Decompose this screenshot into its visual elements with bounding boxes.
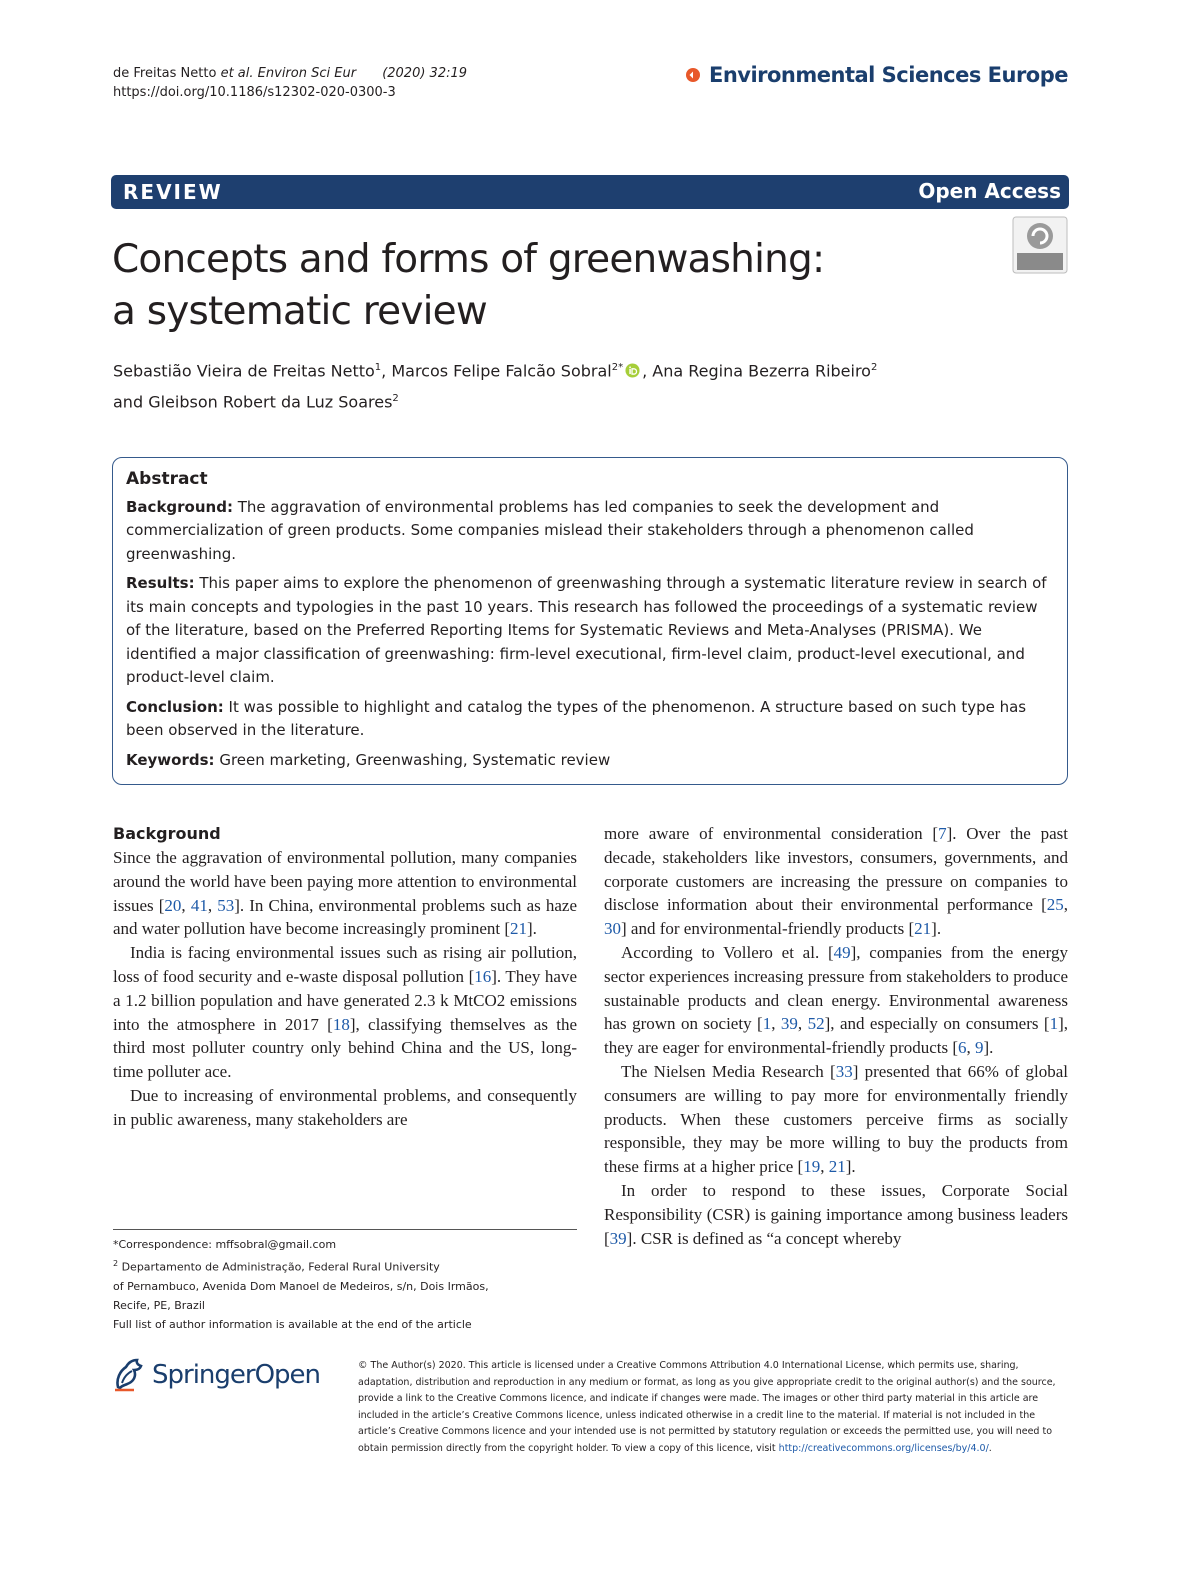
citation-link[interactable]: 21 [914,919,932,939]
background-label: Background: [126,497,233,516]
author-1-affil: 1 [374,362,382,373]
open-access-label: Open Access [918,179,1061,203]
author-2-affil: 2* [611,362,624,373]
body-paragraph: According to Vollero et al. [49], companies from the energy sector experiences increasing pressure from stakeholders to produce sustainable products and clean energy. Environmental awareness has grown on society [1, 39, 52], and especially on consumers [1], they are eager for environmental-friendly products [6, 9]. [604,942,1069,1058]
citation-link[interactable]: 1 [762,1014,772,1034]
citation-link[interactable]: 7 [938,824,947,843]
journal-logo-icon [685,67,701,83]
license-end: . [988,1442,992,1454]
citation-link[interactable]: 39 [780,1014,798,1034]
background-text: The aggravation of environmental problems has led companies to seek the development and commercialization of green products. Some companies mislead their stakeholders through a phenomenon called greenwashing. [126,497,974,563]
citation-link[interactable]: 30 [604,919,621,939]
text-run: ], they are eager for environmental-friendly products [ [604,1014,1069,1058]
text-run: ]. In China, environmental problems such as haze and water pollution have become increasingly prominent [ [113,895,578,939]
title-line-2: a systematic review [112,289,487,334]
body-paragraph [604,1179,1068,1250]
abstract-box [112,457,1068,785]
citation-link[interactable]: 39 [609,1228,627,1248]
title-line-1: Concepts and forms of greenwashing: [112,237,825,282]
results-text: This paper aims to explore the phenomenon of greenwashing through a systematic literature review in search of its main concepts and typologies in the past 10 years. This research has followed the proceedings of a systematic review of the literature, based on the Preferred Reporting Items for Systematic Reviews and Meta-Analyses (PRISMA). We identified a major classification of greenwashing: firm-level executional, firm-level claim, product-level executional, and product-level claim. [126,574,1047,686]
author-line-1 [113,354,1073,385]
text-run: ]. [845,1157,856,1177]
author-line-2 [113,385,1073,416]
author-3[interactable]: , Ana Regina Bezerra Ribeiro [642,361,871,381]
body-column-left [113,822,577,1132]
text-run: ] and for environmental-friendly products [ [621,919,915,939]
journal-logo [685,63,1068,87]
citation-link[interactable]: 49 [833,942,851,962]
text-run: ]. They have a 1.2 billion population and have generated 2.3 k MtCO2 emissions into the atmosphere in 2017 [ [113,966,577,1034]
article-type-banner [111,175,1069,209]
correspondence-email[interactable]: *Correspondence: mffsobral@gmail.com [113,1238,337,1251]
year-volume: (2020) 32:19 [382,66,468,81]
citation-link[interactable]: 21 [510,919,528,939]
results-label: Results: [126,574,195,592]
author-list [113,354,1073,417]
keywords-text: Green marketing, Greenwashing, Systematic review [214,750,611,769]
license-link[interactable]: http://creativecommons.org/licenses/by/4.0/ [778,1442,989,1454]
journal-name: Environmental Sciences Europe [708,63,1068,87]
citation-link[interactable]: 41 [190,895,208,915]
affiliation-line: Recife, PE, Brazil [113,1298,205,1312]
author-3-affil: 2 [870,362,878,373]
body-paragraph [113,941,577,1084]
body-paragraph: Due to increasing of environmental problems, and consequently in public awareness, many stakeholders are [113,1085,577,1129]
affiliation-line: of Pernambuco, Avenida Dom Manoel de Medeiros, s/n, Dois Irmãos, [113,1279,489,1293]
affiliation-line [113,1254,577,1277]
full-author-info-note: Full list of author information is available at the end of the article [113,1317,472,1331]
et-al: et al. [220,66,254,81]
citation-link[interactable]: 25 [1046,895,1064,915]
article-title [112,234,824,338]
keywords-label: Keywords: [126,750,215,769]
text-run: ]. Over the past decade, stakeholders like investors, consumers, governments, and corporate customers are increasing the pressure on companies to disclose information about their environmental performance [ [604,824,1068,915]
text-run: ], and especially on consumers [ [824,1014,1050,1034]
springer-name: SpringerOpen [152,1360,321,1390]
author-1[interactable]: Sebastião Vieira de Freitas Netto [113,361,375,381]
article-type: REVIEW [123,180,223,204]
text-run: ]. [931,919,942,939]
body-paragraph: The Nielsen Media Research [33] presented that 66% of global consumers are willing to pay more for environmentally friendly products. When these customers perceive firms as socially responsible, they may be more willing to buy the products from these firms at a higher price [19, 21]. [604,1061,1068,1177]
section-heading-background: Background [113,824,221,843]
citation-link[interactable]: 1 [1049,1014,1059,1034]
running-header [113,64,467,102]
license-statement [358,1358,1068,1457]
springer-horse-icon [112,1357,146,1393]
citation-link[interactable]: 53 [217,895,235,915]
orcid-icon[interactable] [625,363,640,378]
author-2[interactable]: , Marcos Felipe Falcão Sobral [381,361,612,381]
doi-link[interactable]: https://doi.org/10.1186/s12302-020-0300-3 [113,85,396,100]
body-paragraph: more aware of environmental consideration [7]. Over the past decade, stakeholders like investors, consumers, governments, and corporate customers are increasing the pressure on companies to disclose information about their environmental performance [25, 30] and for environmental-friendly products [21]. [604,824,1068,939]
conclusion-text: It was possible to highlight and catalog the types of the phenomenon. A structure based on such type has been observed in the literature. [126,697,1027,739]
text-run: According to Vollero et al. [ [621,942,834,962]
conclusion-label: Conclusion: [126,697,224,716]
license-text: © The Author(s) 2020. This article is licensed under a Creative Commons Attribution 4.0 International License, which permits use, sharing, adaptation, distribution and reproduction in any medium or format, as long as you give appropriate credit to the original author(s) and the source, provide a link to the Creative Commons licence, and indicate if changes were made. The images or other third party material in this article are included in the article’s Creative Commons licence, unless indicated otherwise in a credit line to the material. If material is not included in the article’s Creative Commons licence and your intended use is not permitted by statutory regulation or exceeds the permitted use, you will need to obtain permission directly from the copyright holder. To view a copy of this licence, visit [358,1360,1056,1454]
text-run: ], companies from the energy sector experiences increasing pressure from stakeholders to produce sustainable products and clean energy. Environmental awareness has grown on society [ [604,942,1069,1034]
citation-link[interactable]: 19 [803,1157,821,1177]
text-run: ]. CSR is defined as “a concept whereby [626,1228,902,1248]
text-run: In order to respond to these issues, Corporate Social Responsibility (CSR) is gaining importance among business leaders [ [604,1180,1068,1248]
text-run: ]. [527,919,537,939]
author-4[interactable]: and Gleibson Robert da Luz Soares [113,392,393,412]
text-run: ] presented that 66% of global consumers are willing to pay more for environmentally friendly products. When these customers perceive firms as socially responsible, they may be more willing to buy the products from these firms at a higher price [ [604,1061,1068,1177]
body-paragraph: Since the aggravation of environmental pollution, many companies around the world have been paying more attention to environmental issues [20, 41, 53]. In China, environmental problems such as haze and water pollution have become increasingly prominent [21]. [113,848,578,939]
citation-link[interactable]: 16 [474,966,492,986]
affil-text: Departamento de Administração, Federal Rural University [118,1260,440,1274]
text-run: more aware of environmental consideration [ [604,824,939,843]
citation-link[interactable]: 33 [835,1061,853,1081]
citation-link[interactable]: 18 [332,1014,350,1034]
affil-marker: 2 [113,1259,119,1268]
citation-link[interactable]: 52 [807,1014,825,1034]
springeropen-logo [112,1357,320,1393]
check-for-updates-icon [1012,216,1068,274]
abstract-keywords [126,749,1054,773]
citation-line [113,64,467,83]
text-run: India is facing environmental issues such as rising air pollution, loss of food security and e-waste disposal pollution [ [113,943,577,986]
text-run: The Nielsen Media Research [ [621,1061,836,1081]
citation-link[interactable]: 9 [975,1038,984,1058]
abstract-conclusion [126,696,1054,743]
text-run: Since the aggravation of environmental pollution, many companies around the world have been paying more attention to environmental issues [ [113,848,577,915]
body-column-right [604,822,1068,1250]
text-run: ]. [983,1038,994,1058]
footnote-divider [113,1229,577,1230]
correspondence-footnote [113,1235,577,1334]
citation-link[interactable]: 20 [164,895,182,915]
abstract-results [126,572,1054,690]
citation-link[interactable]: 21 [828,1157,846,1177]
abstract-heading: Abstract [126,469,208,489]
running-authors: de Freitas Netto [113,66,217,81]
text-run: ], classifying themselves as the third most polluter country only behind China and the US, long-time polluter ace. [113,1014,578,1082]
check-for-updates-badge[interactable] [1012,216,1068,274]
author-4-affil: 2 [392,393,399,405]
journal-abbrev: Environ Sci Eur [257,66,357,81]
citation-link[interactable]: 6 [958,1038,967,1058]
abstract-background [126,496,1054,567]
